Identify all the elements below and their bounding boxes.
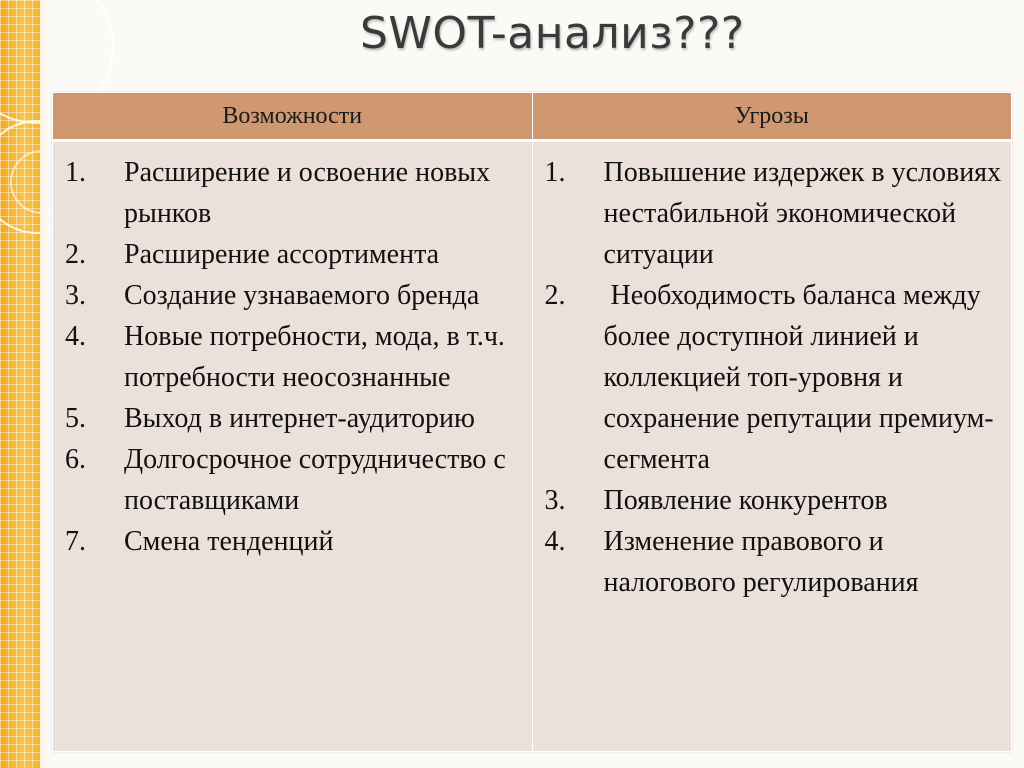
item-text: Появление конкурентов (603, 485, 888, 516)
header-opportunities: Возможности (53, 93, 533, 141)
list-item (545, 152, 1004, 275)
list-item (65, 316, 524, 398)
list-item (65, 521, 524, 562)
item-text: Смена тенденций (124, 526, 334, 557)
list-item (65, 275, 524, 316)
item-number: 1. (65, 157, 86, 188)
list-item (65, 439, 524, 521)
list-item (65, 152, 524, 234)
item-number: 4. (65, 321, 86, 352)
list-item (545, 521, 1004, 603)
decorative-strip-edge (40, 0, 48, 768)
list-item (65, 398, 524, 439)
swot-table (52, 92, 1012, 752)
item-text: Расширение ассортимента (124, 239, 440, 270)
item-number: 2. (544, 280, 566, 311)
page-title: SWOT-анализ??? (360, 8, 745, 59)
item-text: Новые потребности, мода, в т.ч. потребности неосознанные (124, 321, 505, 393)
item-text: Выход в интернет-аудиторию (124, 403, 475, 434)
item-text: Создание узнаваемого бренда (124, 280, 480, 311)
list-item (545, 480, 1004, 521)
item-number: 3. (544, 485, 566, 516)
item-number: 6. (65, 444, 86, 475)
threats-cell (532, 141, 1012, 752)
opportunities-list (65, 152, 524, 562)
item-number: 1. (544, 157, 566, 188)
item-text: Изменение правового и налогового регулирования (603, 526, 919, 598)
item-text: Расширение и освоение новых рынков (124, 157, 491, 229)
list-item (545, 275, 1004, 480)
item-text: Долгосрочное сотрудничество с поставщиками (124, 444, 506, 516)
list-item (65, 234, 524, 275)
item-text: Повышение издержек в условиях нестабильной экономической ситуации (603, 157, 1002, 270)
item-number: 2. (65, 239, 86, 270)
decorative-grid-strip (0, 0, 40, 768)
item-number: 7. (65, 526, 86, 557)
opportunities-cell (53, 141, 533, 752)
item-number: 3. (65, 280, 86, 311)
table-header-row (53, 93, 1012, 141)
item-number: 4. (544, 526, 566, 557)
threats-list (545, 152, 1004, 603)
table-row (53, 141, 1012, 752)
header-threats: Угрозы (532, 93, 1012, 141)
item-text: Необходимость баланса между более доступной линией и коллекцией топ-уровня и сохранение репутации премиум-сегмента (603, 280, 994, 475)
item-number: 5. (65, 403, 86, 434)
